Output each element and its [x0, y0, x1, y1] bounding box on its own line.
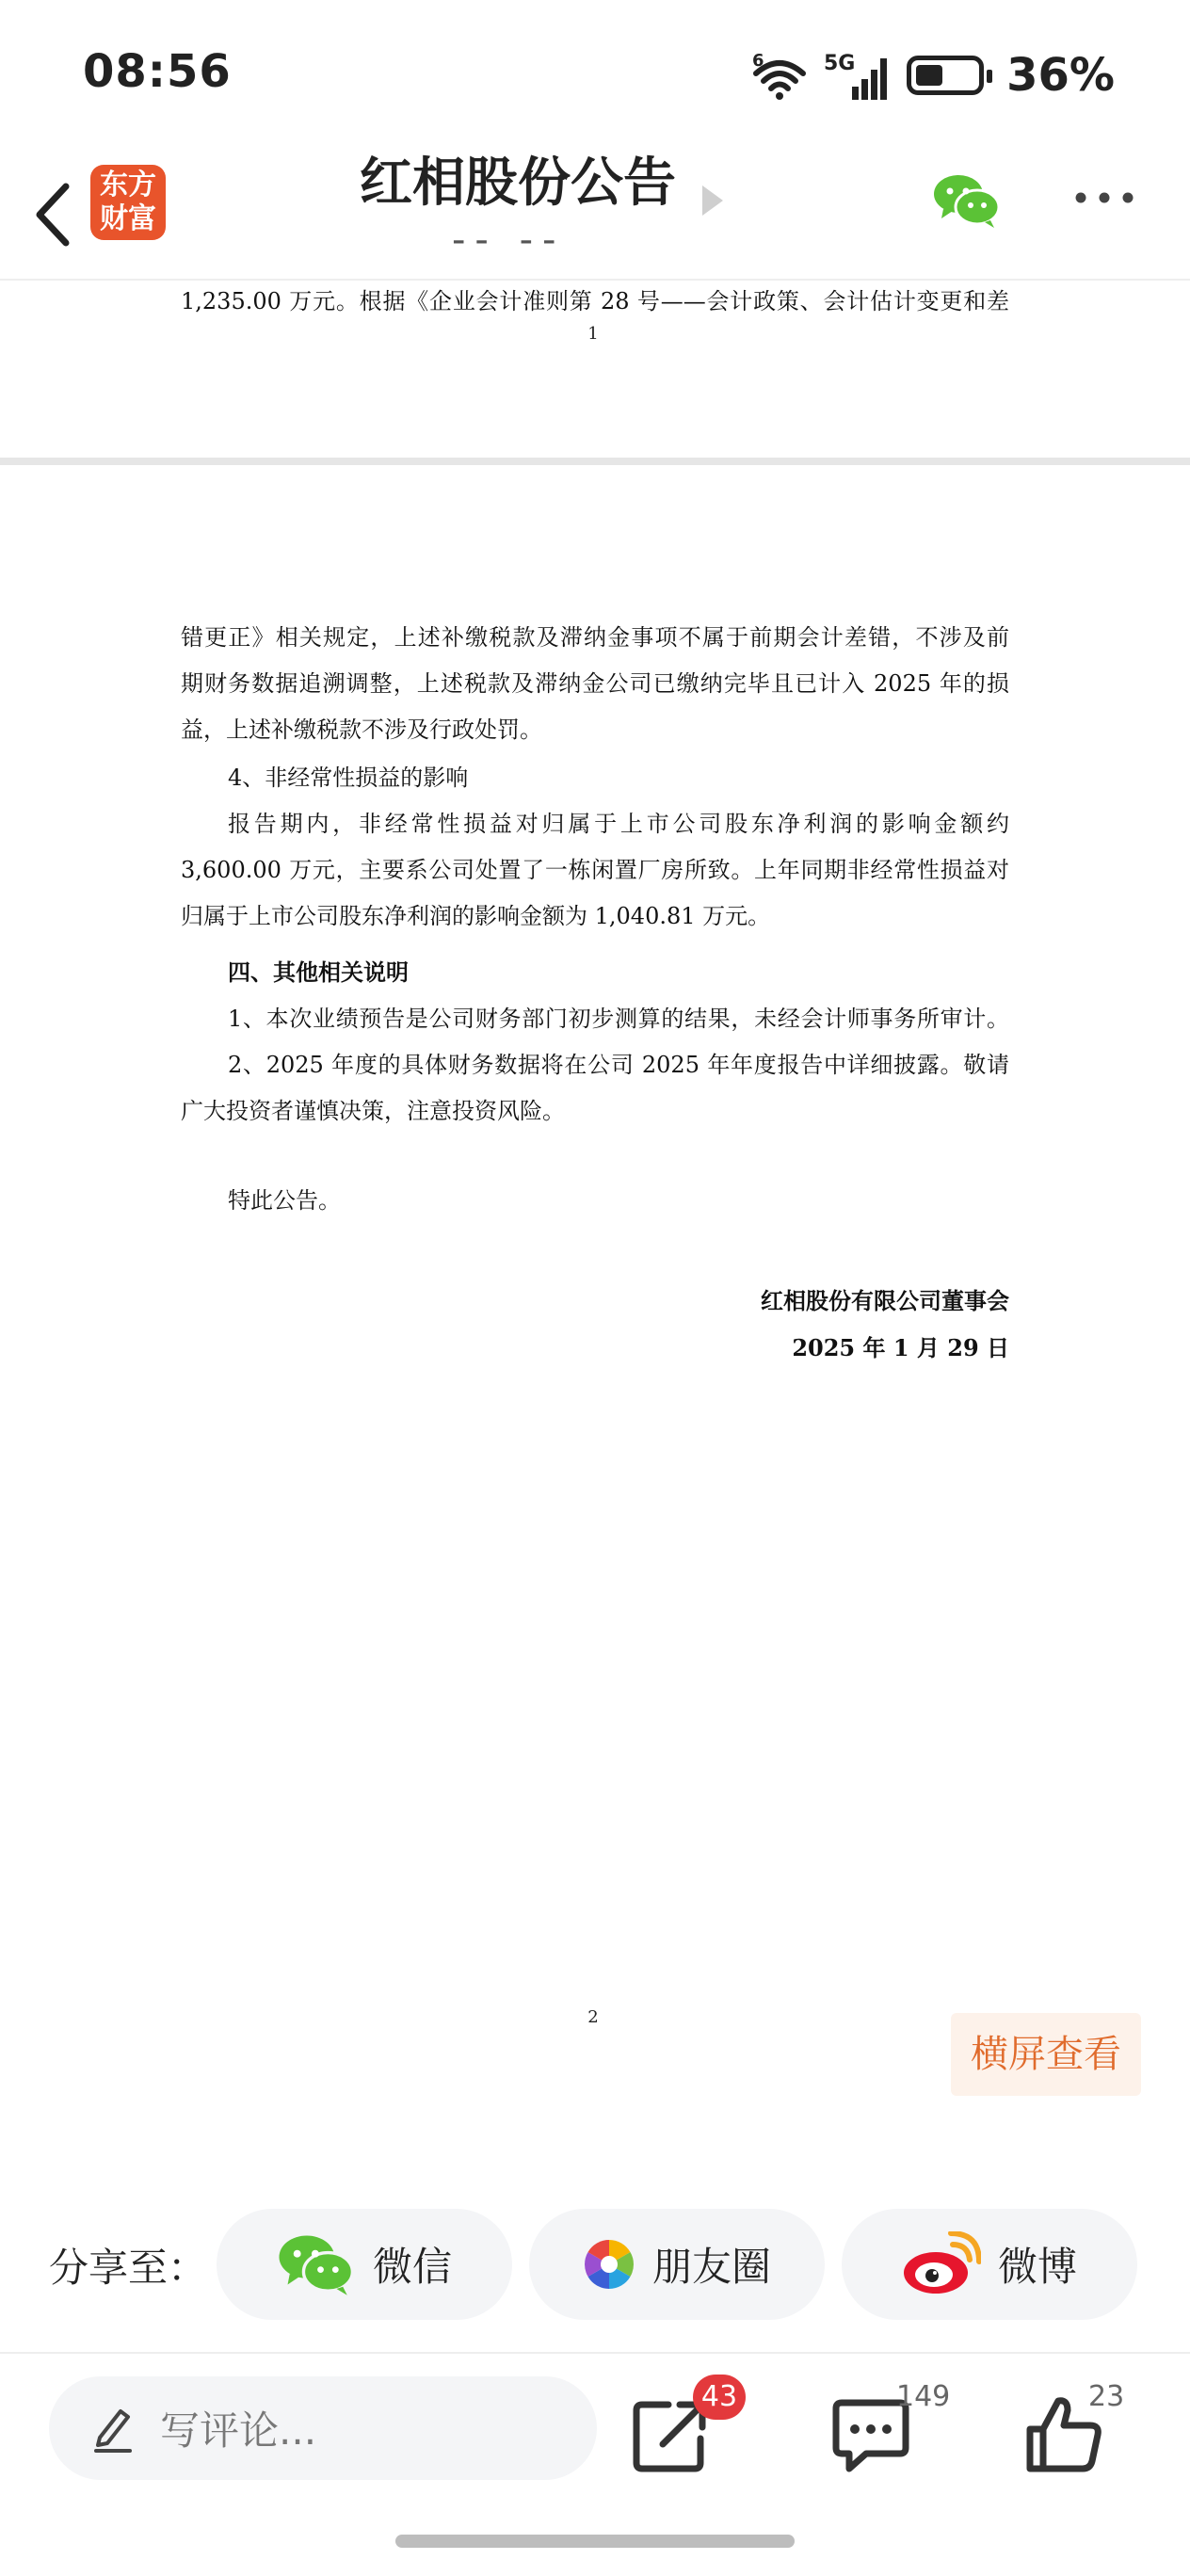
wifi-icon [750, 49, 809, 102]
home-indicator[interactable] [395, 2535, 795, 2548]
wechat-icon [277, 2231, 356, 2297]
share-weibo-button[interactable] [842, 2209, 1137, 2320]
status-bar [0, 0, 1190, 151]
share-count-badge: 43 [693, 2375, 746, 2420]
comment-count: 149 [896, 2380, 951, 2413]
doc-line: 4、非经常性损益的影响 [228, 765, 469, 791]
comment-input[interactable] [49, 2376, 597, 2480]
battery-icon [907, 56, 984, 95]
signal-icon [824, 49, 892, 102]
moments-icon [583, 2238, 635, 2291]
section-heading: 四、其他相关说明 [228, 958, 409, 986]
page-number: 2 [587, 2007, 599, 2027]
page-title [0, 151, 1036, 217]
landscape-view-button[interactable]: 横屏查看 [951, 2013, 1141, 2096]
like-count: 23 [1088, 2380, 1125, 2413]
doc-line: 归属于上市公司股东净利润的影响金额为 1,040.81 万元。 [181, 903, 771, 929]
share-divider [0, 2352, 1190, 2354]
comment-placeholder: 写评论... [160, 2407, 317, 2454]
status-icons [750, 47, 1115, 104]
weibo-icon [902, 2231, 981, 2297]
share-wechat-label: 微信 [372, 2244, 452, 2290]
share-label: 分享至： [49, 2245, 208, 2291]
doc-line: 1、本次业绩预告是公司财务部门初步测算的结果，未经会计师事务所审计。 [228, 1006, 1009, 1032]
doc-line: 3,600.00 万元，主要系公司处置了一栋闲置厂房所致。上年同期非经常性损益对 [181, 857, 1009, 883]
doc-line: 特此公告。 [228, 1187, 341, 1214]
doc-line: 2、2025 年度的具体财务数据将在公司 2025 年年度报告中详细披露。敬请 [228, 1052, 1009, 1078]
header-divider [0, 279, 1190, 281]
page-number: 1 [587, 324, 599, 344]
doc-line: 错更正》相关规定，上述补缴税款及滞纳金事项不属于前期会计差错，不涉及前 [181, 624, 1009, 651]
page-title-text: 红相股份公告 [360, 153, 676, 214]
doc-line: 益，上述补缴税款不涉及行政处罚。 [181, 716, 542, 743]
pencil-icon [92, 2404, 134, 2453]
header [0, 151, 1190, 281]
signature-date: 2025 年 1 月 29 日 [792, 1334, 1009, 1361]
network-label: 5G [824, 52, 856, 75]
play-arrow-icon[interactable] [699, 182, 727, 219]
share-moments-button[interactable] [529, 2209, 825, 2320]
more-options-icon[interactable] [1073, 188, 1135, 207]
doc-line: 广大投资者谨慎决策，注意投资风险。 [181, 1098, 565, 1124]
doc-line: 期财务数据追溯调整，上述税款及滞纳金公司已缴纳完毕且已计入 2025 年的损 [181, 670, 1009, 697]
status-time: 08:56 [83, 45, 232, 98]
page-subtitle: -- -- [452, 218, 566, 262]
app-logo-line2: 财富 [100, 202, 156, 235]
battery-percent: 36% [1006, 49, 1115, 102]
page-separator [0, 458, 1190, 465]
doc-line: 1,235.00 万元。根据《企业会计准则第 28 号——会计政策、会计估计变更和差 [181, 288, 1009, 314]
svg-text:6: 6 [752, 51, 764, 71]
share-wechat-button[interactable] [217, 2209, 512, 2320]
share-moments-label: 朋友圈 [651, 2244, 771, 2290]
wechat-share-icon[interactable] [932, 171, 1002, 230]
doc-line: 报告期内，非经常性损益对归属于上市公司股东净利润的影响金额约 [228, 811, 1009, 837]
signature-company: 红相股份有限公司董事会 [761, 1287, 1009, 1314]
app-logo-line1: 东方 [100, 169, 156, 201]
share-weibo-label: 微博 [997, 2244, 1077, 2290]
